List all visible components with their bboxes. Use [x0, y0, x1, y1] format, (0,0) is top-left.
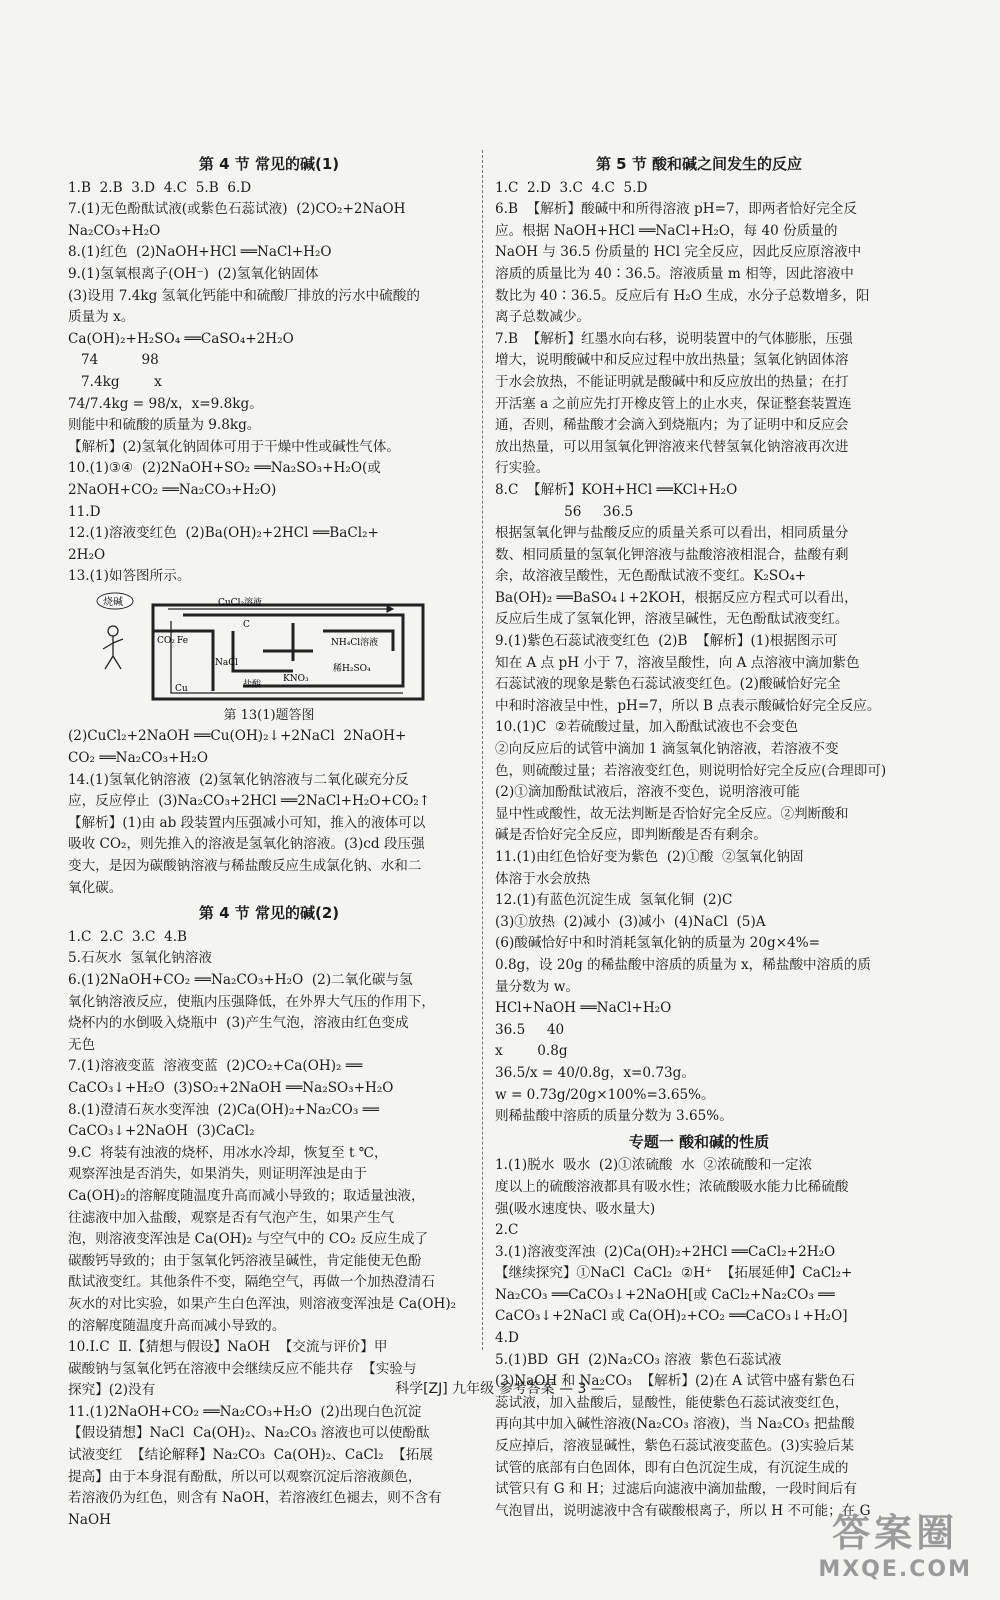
text-line: 数、相同质量的氢氧化钾溶液与盐酸溶液相混合，盐酸有剩: [495, 546, 849, 563]
text-line: 56 36.5: [495, 503, 634, 520]
text-line: 于水会放热，不能证明就是酸碱中和反应放出的热量；在打: [495, 373, 849, 390]
text-line: 74/7.4kg = 98/x，x=9.8kg。: [68, 395, 263, 412]
text-line: 7.4kg x: [68, 373, 162, 390]
text-line: 变大，是因为碳酸钠溶液与稀盐酸反应生成氯化钠、水和二: [68, 858, 422, 875]
text-line: 9.(1)氢氧根离子(OH⁻) (2)氢氧化钠固体: [68, 265, 319, 282]
text-line: Ca(OH)₂的溶解度随温度升高而减小导致的；取适量浊液，: [68, 1187, 425, 1204]
text-line: 增大，说明酸碱中和反应过程中放出热量；氢氧化钠固体溶: [495, 352, 849, 369]
fig-label: 稀H₂SO₄: [333, 663, 371, 674]
text-line: 74 98: [68, 352, 159, 369]
text-line: CaCO₃↓+H₂O (3)SO₂+2NaOH ══Na₂SO₃+H₂O: [68, 1079, 394, 1096]
section-body: [495, 178, 903, 1128]
text-line: 13.(1)如答图所示。: [68, 568, 191, 585]
text-line: 【继续探究】①NaCl CaCl₂ ②H⁺ 【拓展延伸】CaCl₂+: [495, 1265, 853, 1282]
text-line: 12.(1)溶液变红色 (2)Ba(OH)₂+2HCl ══BaCl₂+: [68, 525, 379, 542]
watermark-url: MXQE.COM: [818, 1557, 972, 1582]
text-line: 碳酸钠与氢氧化钙在溶液中会继续反应不能共存 【实验与: [68, 1360, 417, 1377]
text-line: 5.(1)BD GH (2)Na₂CO₃ 溶液 紫色石蕊试液: [495, 1351, 782, 1368]
text-line: 再向其中加入碱性溶液(Na₂CO₃ 溶液)，当 Na₂CO₃ 把盐酸: [495, 1416, 855, 1433]
figure-caption: 第 13(1)题答图: [223, 707, 315, 723]
text-line: 1.(1)脱水 吸水 (2)①浓硫酸 水 ②浓硫酸和一定浓: [495, 1157, 813, 1174]
text-line: 灰水的对比实验，如果产生白色浑浊，则溶液变浑浊是 Ca(OH)₂: [68, 1295, 457, 1312]
text-line: 7.B 【解析】红墨水向右移，说明装置中的气体膨胀，压强: [495, 330, 853, 347]
text-line: 4.D: [495, 1330, 519, 1347]
text-line: NaOH: [68, 1511, 111, 1528]
text-line: 14.(1)氢氧化钠溶液 (2)氢氧化钠溶液与二氧化碳充分反: [68, 771, 409, 788]
text-line: 【解析】(1)由 ab 段装置内压强减小可知，推入的液体可以: [68, 814, 426, 831]
text-line: 气泡冒出，说明滤液中含有碳酸根离子，所以 H 不可能；在 G: [495, 1502, 871, 1519]
text-line: 6.(1)2NaOH+CO₂ ══Na₂CO₃+H₂O (2)二氧化碳与氢: [68, 972, 413, 988]
text-line: 0.8g，设 20g 的稀盐酸中溶质的质量为 x，稀盐酸中溶质的质: [495, 956, 872, 973]
text-line: 强(吸水速度快、吸水量大): [495, 1200, 656, 1217]
text-line: Na₂CO₃+H₂O: [68, 222, 161, 239]
text-line: (2)CuCl₂+2NaOH ══Cu(OH)₂↓+2NaCl 2NaOH+: [68, 728, 407, 745]
text-line: 反应后生成了氢氧化钾，溶液呈碱性，无色酚酞试液变红。: [495, 611, 849, 628]
text-line: 氧化钠溶液反应，使瓶内压强降低，在外界大气压的作用下，: [68, 993, 436, 1010]
text-line: Na₂CO₃ ══CaCO₃↓+2NaOH[或 CaCl₂+Na₂CO₃ ══: [495, 1286, 835, 1303]
text-line: 11.(1)2NaOH+CO₂ ══Na₂CO₃+H₂O (2)出现白色沉淀: [68, 1403, 422, 1420]
text-line: 碳酸钙导致的；由于氢氧化钙溶液呈碱性，肯定能使无色酚: [68, 1252, 422, 1269]
text-line: 试管的底部有白色固体，即有白色沉淀生成，有沉淀生成的: [495, 1459, 849, 1476]
text-line: 泡，则溶液变浑浊是 Ca(OH)₂ 与空气中的 CO₂ 反应生成了: [68, 1231, 429, 1248]
section-body: [68, 178, 470, 588]
text-line: 8.(1)澄清石灰水变浑浊 (2)Ca(OH)₂+Na₂CO₃ ══: [68, 1101, 379, 1118]
text-line: 酞试液变红。其他条件不变，隔绝空气，再做一个加热澄清石: [68, 1274, 436, 1291]
text-line: NaOH 与 36.5 份质量的 HCl 完全反应，因此反应原溶液中: [495, 244, 862, 261]
text-line: 根据氢氧化钾与盐酸反应的质量关系可以看出，相同质量分: [495, 525, 849, 542]
text-line: HCl+NaOH ══NaCl+H₂O: [495, 1000, 672, 1017]
text-line: 则能中和硫酸的质量为 9.8kg。: [68, 417, 261, 434]
fig-label: 烧碱: [103, 596, 123, 608]
text-line: 质量为 x。: [68, 309, 135, 326]
text-line: 【解析】(2)氢氧化钠固体可用于干燥中性或碱性气体。: [68, 438, 400, 455]
text-line: 中和时溶液呈中性，pH=7，所以 B 点表示酸碱恰好完全反应。: [495, 697, 881, 714]
text-line: x 0.8g: [495, 1043, 568, 1060]
section-title: 专题一 酸和碱的性质: [628, 1132, 770, 1151]
text-line: 开活塞 a 之前应先打开橡皮管上的止水夹，保证整套装置连: [495, 395, 852, 412]
fig-label: Cu: [175, 683, 188, 694]
watermark-logo: [818, 1502, 972, 1582]
text-line: 8.(1)红色 (2)NaOH+HCl ══NaCl+H₂O: [68, 244, 332, 261]
text-line: 行实验。: [495, 460, 550, 477]
section-title: 第 4 节 常见的碱(2): [198, 904, 340, 923]
text-line: 11.(1)由红色恰好变为紫色 (2)①酸 ②氢氧化钠固: [495, 849, 804, 865]
fig-label: 盐酸: [243, 679, 262, 690]
text-line: 探究】(2)没有: [68, 1382, 156, 1399]
text-line: 3.(1)溶液变浑浊 (2)Ca(OH)₂+2HCl ══CaCl₂+2H₂O: [495, 1243, 836, 1260]
text-line: 9.(1)紫色石蕊试液变红色 (2)B 【解析】(1)根据图示可: [495, 633, 838, 650]
text-line: 往滤液中加入盐酸，观察是否有气泡产生，如果产生气: [68, 1209, 395, 1226]
text-line: 氧化碳。: [68, 879, 123, 896]
text-line: 2.C: [495, 1222, 519, 1239]
text-line: ②向反应后的试管中滴加 1 滴氢氧化钠溶液，若溶液不变: [495, 741, 839, 758]
left-column: [68, 150, 470, 1531]
section-title: 第 5 节 酸和碱之间发生的反应: [595, 155, 803, 173]
text-line: 12.(1)有蓝色沉淀生成 氢氧化铜 (2)C: [495, 892, 733, 909]
text-line: 体溶于水会放热: [495, 870, 591, 887]
text-line: 无色: [68, 1036, 96, 1053]
stick-figure-icon: [108, 626, 118, 636]
text-line: 5.石灰水 氢氧化钠溶液: [68, 950, 212, 967]
column-divider: [482, 150, 483, 1350]
fig-label: CO₂: [157, 635, 175, 646]
text-line: 溶质的质量比为 40∶36.5。溶液质量 m 相等，因此溶液中: [495, 265, 854, 282]
text-line: 反应掉后，溶液显碱性，紫色石蕊试液变蓝色。(3)实验后某: [495, 1438, 855, 1455]
text-line: 若溶液仍为红色，则含有 NaOH，若溶液红色褪去，则不含有: [68, 1490, 442, 1507]
text-line: CaCO₃↓+2NaOH (3)CaCl₂: [68, 1123, 255, 1140]
text-line: 通，否则，稀盐酸才会滴入到烧瓶内；为了证明中和反应会: [495, 417, 849, 434]
text-line: 余，故溶液呈酸性，无色酚酞试液不变红。K₂SO₄+: [495, 568, 807, 585]
text-line: 提高】由于本身混有酚酞，所以可以观察沉淀后溶液颜色，: [68, 1468, 422, 1485]
text-line: w = 0.73g/20g×100%=3.65%。: [495, 1086, 715, 1103]
text-line: 知在 A 点 pH 小于 7，溶液呈酸性，向 A 点溶液中滴加紫色: [495, 654, 860, 671]
text-line: 显中性或酸性，故无法判断是否恰好完全反应。②判断酸和: [495, 805, 849, 822]
text-line: 石蕊试液的现象是紫色石蕊试液变红色。(2)酸碱恰好完全: [495, 676, 841, 693]
section-title: 第 4 节 常见的碱(1): [198, 155, 340, 173]
text-line: 色，则硫酸过量；若溶液变红色，则说明恰好完全反应(合理即可): [495, 762, 887, 779]
page-footer: 科学[ZJ] 九年级 参考答案 — 3 —: [395, 1381, 605, 1397]
text-line: 9.C 将装有浊液的烧杯，用冰水冷却，恢复至 t ℃，: [68, 1144, 388, 1161]
text-line: 试液变红 【结论解释】Na₂CO₃ Ca(OH)₂、CaCl₂ 【拓展: [68, 1447, 433, 1464]
maze-diagram: [93, 591, 433, 703]
text-line: 数比为 40∶36.5。反应后有 H₂O 生成，水分子总数增多，阳: [495, 287, 870, 304]
text-line: 则稀盐酸中溶质的质量分数为 3.65%。: [495, 1108, 733, 1125]
text-line: Ca(OH)₂+H₂SO₄ ══CaSO₄+2H₂O: [68, 330, 294, 347]
section-body: [68, 927, 470, 1532]
text-line: 烧杯内的水倒吸入烧瓶中 (3)产生气泡，溶液由红色变成: [68, 1015, 409, 1032]
text-line: 蕊试液，加入盐酸后，显酸性，能使紫色石蕊试液变红色，: [495, 1394, 849, 1411]
right-column: [495, 150, 903, 1522]
text-line: 8.C 【解析】KOH+HCl ══KCl+H₂O: [495, 481, 738, 498]
text-line: (6)酸碱恰好中和时消耗氢氧化钠的质量为 20g×4%=: [495, 935, 821, 952]
text-line: 量分数为 w。: [495, 978, 579, 995]
text-line: 2NaOH+CO₂ ══Na₂CO₃+H₂O): [68, 481, 277, 498]
fig-label: Fe: [177, 635, 189, 646]
fig-label: NH₄Cl溶液: [331, 637, 379, 648]
text-line: Ba(OH)₂ ══BaSO₄↓+2KOH，根据反应方程式可以看出，: [495, 589, 858, 606]
text-line: (2)①滴加酚酞试液后，溶液不变色，说明溶液可能: [495, 784, 800, 801]
text-line: 应。根据 NaOH+HCl ══NaCl+H₂O，每 40 份质量的: [495, 222, 838, 239]
text-line: 应，反应停止 (3)Na₂CO₃+2HCl ══2NaCl+H₂O+CO₂↑: [68, 793, 431, 810]
text-line: 36.5 40: [495, 1021, 565, 1038]
text-line: CaCO₃↓+2NaCl 或 Ca(OH)₂+CO₂ ══CaCO₃↓+H₂O]: [495, 1308, 848, 1325]
text-line: 10.(1)③④ (2)2NaOH+SO₂ ══Na₂SO₃+H₂O(或: [68, 460, 381, 477]
text-line: 吸收 CO₂，则先推入的溶液是氢氧化钠溶液。(3)cd 段压强: [68, 836, 425, 853]
text-line: 【假设猜想】NaCl Ca(OH)₂、Na₂CO₃ 溶液也可以使酚酞: [68, 1425, 430, 1442]
text-line: 1.C 2.C 3.C 4.B: [68, 928, 187, 945]
text-line: 1.B 2.B 3.D 4.C 5.B 6.D: [68, 179, 252, 196]
text-line: (3)NaOH 和 Na₂CO₃ 【解析】(2)在 A 试管中盛有紫色石: [495, 1373, 856, 1390]
text-line: 度以上的硫酸溶液都具有吸水性；浓硫酸吸水能力比稀硫酸: [495, 1178, 849, 1195]
text-line: 10.(1)C ②若硫酸过量，加入酚酞试液也不会变色: [495, 719, 799, 736]
section-body: [495, 1155, 903, 1522]
text-line: 6.B 【解析】酸碱中和所得溶液 pH=7，即两者恰好完全反: [495, 201, 857, 218]
text-line: 7.(1)溶液变蓝 溶液变蓝 (2)CO₂+Ca(OH)₂ ══: [68, 1058, 363, 1075]
watermark-text: 答案圈: [832, 1511, 959, 1555]
text-line: 离子总数减少。: [495, 309, 591, 326]
section-body: [68, 726, 470, 899]
text-line: CO₂ ══Na₂CO₃+H₂O: [68, 750, 208, 767]
text-line: (3)①放热 (2)减小 (3)减小 (4)NaCl (5)A: [495, 913, 766, 930]
text-line: 1.C 2.D 3.C 4.C 5.D: [495, 179, 648, 196]
fig-label: NaCl: [215, 657, 239, 668]
text-line: 36.5/x = 40/0.8g，x=0.73g。: [495, 1064, 695, 1081]
fig-label: CuCl₂溶液: [218, 597, 263, 608]
text-line: 11.D: [68, 503, 101, 520]
text-line: 试管只有 G 和 H；过滤后向滤液中滴加盐酸，一段时间后有: [495, 1481, 857, 1498]
text-line: 的溶解度随温度升高而减小导致的。: [68, 1317, 286, 1334]
text-line: 碱是否恰好完全反应，即判断酸是否有剩余。: [495, 827, 767, 844]
fig-label: KNO₃: [283, 673, 309, 684]
text-line: 观察浑浊是否消失，如果消失，则证明浑浊是由于: [68, 1166, 368, 1183]
text-line: 2H₂O: [68, 546, 106, 563]
text-line: 7.(1)无色酚酞试液(或紫色石蕊试液) (2)CO₂+2NaOH: [68, 201, 406, 218]
text-line: 放出热量，可以用氢氧化钾溶液来代替氢氧化钠溶液再次进: [495, 438, 849, 455]
answer-figure-maze: [68, 591, 470, 703]
text-line: (3)设用 7.4kg 氢氧化钙能中和硫酸厂排放的污水中硫酸的: [68, 287, 420, 304]
text-line: 10.Ⅰ.C Ⅱ.【猜想与假设】NaOH 【交流与评价】甲: [68, 1339, 388, 1356]
fig-label: C: [243, 619, 250, 630]
